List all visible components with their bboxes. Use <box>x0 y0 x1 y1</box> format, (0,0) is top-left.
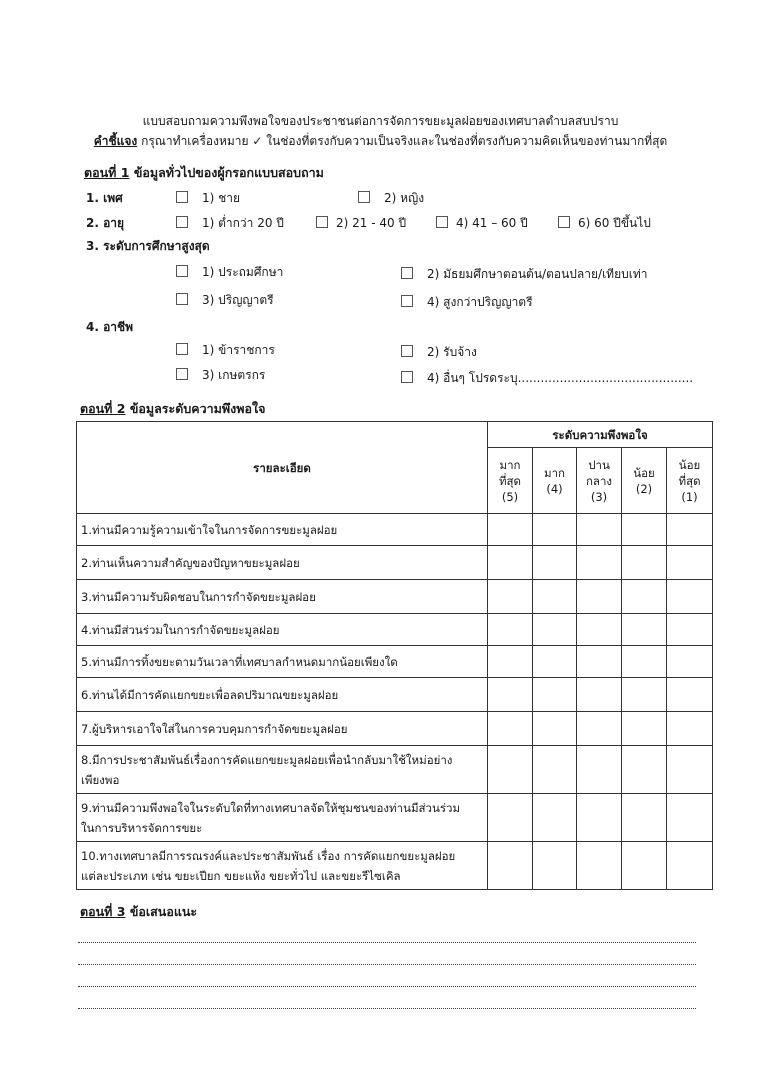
part3-title: ข้อเสนอแนะ <box>125 904 198 919</box>
detail-header: รายละเอียด <box>77 422 488 514</box>
table-row <box>77 514 713 546</box>
occupation-option-4[interactable]: 4) อื่นๆ โปรดระบุ.............................................. <box>401 369 693 388</box>
rating-cell[interactable] <box>577 514 622 546</box>
rating-cell[interactable] <box>667 580 713 614</box>
item-text <box>77 712 488 746</box>
item-text <box>77 580 488 614</box>
item-text <box>77 546 488 580</box>
level-header-line: (2) <box>635 481 653 496</box>
level-header-line: (1) <box>681 489 698 504</box>
rating-cell[interactable] <box>533 842 577 890</box>
education-option-3[interactable]: 3) ปริญญาตรี <box>176 291 274 310</box>
satisfaction-table <box>76 421 713 890</box>
age-option-4[interactable]: 4) 41 – 60 ปี <box>436 214 528 233</box>
item-text <box>77 746 488 794</box>
level-column-header <box>622 448 667 514</box>
rating-cell[interactable] <box>488 712 533 746</box>
instructions <box>0 132 761 151</box>
item-line: 4.ท่านมีส่วนร่วมในการกำจัดขยะมูลฝอย <box>81 622 280 637</box>
item-text <box>77 514 488 546</box>
item-text <box>77 614 488 646</box>
checkbox[interactable] <box>176 368 188 380</box>
checkbox[interactable] <box>176 343 188 355</box>
rating-cell[interactable] <box>622 580 667 614</box>
rating-cell[interactable] <box>533 712 577 746</box>
rating-cell[interactable] <box>622 546 667 580</box>
level-header-line: กลาง <box>585 473 613 488</box>
rating-cell[interactable] <box>488 546 533 580</box>
table-row <box>77 842 713 890</box>
level-header: ระดับความพึงพอใจ <box>488 422 713 448</box>
level-header-line: (5) <box>501 489 519 504</box>
gender-female-option[interactable]: 2) หญิง <box>358 189 424 208</box>
age-label: 2. อายุ <box>86 216 125 230</box>
table-row <box>77 794 713 842</box>
item-line: แต่ละประเภท เช่น ขยะเปียก ขยะแห้ง ขยะทั่วไป และขยะรีไซเคิล <box>81 868 401 883</box>
rating-cell[interactable] <box>488 794 533 842</box>
rating-cell[interactable] <box>577 794 622 842</box>
rating-cell[interactable] <box>533 546 577 580</box>
item-text <box>77 842 488 890</box>
level-column-header <box>488 448 533 514</box>
rating-cell[interactable] <box>488 746 533 794</box>
item-line: ในการบริหารจัดการขยะ <box>81 820 203 835</box>
checkbox[interactable] <box>401 295 413 307</box>
table-row <box>77 646 713 678</box>
checkbox[interactable] <box>401 371 413 383</box>
item-line: 8.มีการประชาสัมพันธ์เรื่องการคัดแยกขยะมูลฝอยเพื่อนำกลับมาใช้ใหม่อย่าง <box>81 752 453 767</box>
item-line: 1.ท่านมีความรู้ความเข้าใจในการจัดการขยะมูลฝอย <box>81 522 338 537</box>
checkbox[interactable] <box>358 191 370 203</box>
level-header-line: น้อย <box>678 457 701 472</box>
level-column-header <box>577 448 622 514</box>
item-line: 6.ท่านได้มีการคัดแยกขยะเพื่อลดปริมาณขยะมูลฝอย <box>81 687 339 702</box>
questionnaire-title: แบบสอบถามความพึงพอใจของประชาชนต่อการจัดการขยะมูลฝอยของเทศบาลตำบลสบปราบ <box>142 114 619 128</box>
rating-cell[interactable] <box>533 580 577 614</box>
rating-cell[interactable] <box>533 514 577 546</box>
occupation-option-1[interactable]: 1) ข้าราชการ <box>176 341 275 360</box>
checkbox[interactable] <box>176 293 188 305</box>
part1-heading <box>84 163 324 183</box>
rating-cell[interactable] <box>577 842 622 890</box>
rating-cell[interactable] <box>533 794 577 842</box>
checkbox[interactable] <box>401 267 413 279</box>
rating-cell[interactable] <box>488 678 533 712</box>
part2-heading <box>80 399 265 419</box>
rating-cell[interactable] <box>667 746 713 794</box>
table-row <box>77 712 713 746</box>
checkbox[interactable] <box>316 216 328 228</box>
education-label: 3. ระดับการศึกษาสูงสุด <box>86 239 210 253</box>
instructions-text: กรุณาทำเครื่องหมาย ✓ ในช่องที่ตรงกับความเป็นจริงและในช่องที่ตรงกับความคิดเห็นของท่านมากที่สุด <box>137 134 668 148</box>
rating-cell[interactable] <box>577 580 622 614</box>
checkbox[interactable] <box>401 345 413 357</box>
level-header-line: (4) <box>546 481 563 496</box>
age-option-1[interactable]: 1) ต่ำกว่า 20 ปี <box>176 214 284 233</box>
item-line: 10.ทางเทศบาลมีการรณรงค์และประชาสัมพันธ์ เรื่อง การคัดแยกขยะมูลฝอย <box>81 848 456 863</box>
suggestion-line[interactable] <box>78 1008 696 1009</box>
checkbox[interactable] <box>436 216 448 228</box>
level-header-line: ปาน <box>588 457 610 472</box>
part1-label: ตอนที่ 1 <box>84 165 130 180</box>
checkbox[interactable] <box>176 191 188 203</box>
level-header-line: ที่สุด <box>498 473 522 488</box>
rating-cell[interactable] <box>577 746 622 794</box>
rating-cell[interactable] <box>622 746 667 794</box>
instructions-label: คำชี้แจง <box>93 134 138 148</box>
rating-cell[interactable] <box>667 712 713 746</box>
rating-cell[interactable] <box>533 614 577 646</box>
rating-cell[interactable] <box>577 712 622 746</box>
level-header-line: มาก <box>499 457 521 472</box>
checkbox[interactable] <box>176 216 188 228</box>
part2-label: ตอนที่ 2 <box>80 401 126 416</box>
part3-heading <box>80 902 197 922</box>
rating-cell[interactable] <box>533 746 577 794</box>
rating-cell[interactable] <box>667 646 713 678</box>
checkbox[interactable] <box>176 265 188 277</box>
item-line: เพียงพอ <box>81 772 120 787</box>
table-row <box>77 546 713 580</box>
rating-cell[interactable] <box>667 678 713 712</box>
rating-cell[interactable] <box>488 514 533 546</box>
items-body <box>77 514 713 890</box>
age-option-6[interactable]: 6) 60 ปีขึ้นไป <box>558 214 651 233</box>
rating-cell[interactable] <box>488 580 533 614</box>
rating-cell[interactable] <box>577 614 622 646</box>
item-line: 3.ท่านมีความรับผิดชอบในการกำจัดขยะมูลฝอย <box>81 589 316 604</box>
rating-cell[interactable] <box>533 678 577 712</box>
age-option-2[interactable]: 2) 21 - 40 ปี <box>316 214 406 233</box>
education-option-1[interactable]: 1) ประถมศึกษา <box>176 263 283 282</box>
table-row <box>77 580 713 614</box>
rating-cell[interactable] <box>533 646 577 678</box>
item-text <box>77 678 488 712</box>
rating-cell[interactable] <box>577 546 622 580</box>
rating-cell[interactable] <box>622 614 667 646</box>
rating-cell[interactable] <box>577 678 622 712</box>
item-line: 7.ผู้บริหารเอาใจใส่ในการควบคุมการกำจัดขยะมูลฝอย <box>81 721 348 736</box>
level-header-line: (3) <box>590 489 608 504</box>
level-header-line: ที่สุด <box>678 473 701 488</box>
rating-cell[interactable] <box>622 842 667 890</box>
suggestion-line[interactable] <box>78 942 696 943</box>
suggestion-line[interactable] <box>78 964 696 965</box>
occupation-label: 4. อาชีพ <box>86 320 134 334</box>
gender-male-option[interactable]: 1) ชาย <box>176 189 240 208</box>
part2-title: ข้อมูลระดับความพึงพอใจ <box>125 401 266 416</box>
item-text <box>77 794 488 842</box>
rating-cell[interactable] <box>488 614 533 646</box>
rating-cell[interactable] <box>667 546 713 580</box>
level-column-header <box>667 448 713 514</box>
level-header-line: มาก <box>543 465 565 480</box>
table-row <box>77 678 713 712</box>
item-text <box>77 646 488 678</box>
suggestion-line[interactable] <box>78 986 696 987</box>
rating-cell[interactable] <box>622 794 667 842</box>
item-line: 5.ท่านมีการทิ้งขยะตามวันเวลาที่เทศบาลกำหนดมากน้อยเพียงใด <box>81 654 398 669</box>
part1-title: ข้อมูลทั่วไปของผู้กรอกแบบสอบถาม <box>129 165 324 180</box>
part3-label: ตอนที่ 3 <box>80 904 126 919</box>
occupation-option-2[interactable]: 2) รับจ้าง <box>401 343 477 362</box>
rating-cell[interactable] <box>667 794 713 842</box>
occupation-option-3[interactable]: 3) เกษตรกร <box>176 366 265 385</box>
rating-cell[interactable] <box>622 712 667 746</box>
table-row <box>77 614 713 646</box>
gender-label: 1. เพศ <box>86 191 123 205</box>
rating-cell[interactable] <box>577 646 622 678</box>
education-option-4[interactable]: 4) สูงกว่าปริญญาตรี <box>401 293 533 312</box>
level-header-line: น้อย <box>633 465 655 480</box>
checkbox[interactable] <box>558 216 570 228</box>
rating-cell[interactable] <box>622 678 667 712</box>
table-row <box>77 746 713 794</box>
education-option-2[interactable]: 2) มัธยมศึกษาตอนต้น/ตอนปลาย/เทียบเท่า <box>401 265 647 284</box>
rating-cell[interactable] <box>622 514 667 546</box>
rating-cell[interactable] <box>488 842 533 890</box>
item-line: 2.ท่านเห็นความสำคัญของปัญหาขยะมูลฝอย <box>81 555 300 570</box>
rating-cell[interactable] <box>667 842 713 890</box>
level-column-header <box>533 448 577 514</box>
rating-cell[interactable] <box>622 646 667 678</box>
item-line: 9.ท่านมีความพึงพอใจในระดับใดที่ทางเทศบาลจัดให้ชุมชนของท่านมีส่วนร่วม <box>81 800 461 815</box>
rating-cell[interactable] <box>667 614 713 646</box>
rating-cell[interactable] <box>667 514 713 546</box>
rating-cell[interactable] <box>488 646 533 678</box>
